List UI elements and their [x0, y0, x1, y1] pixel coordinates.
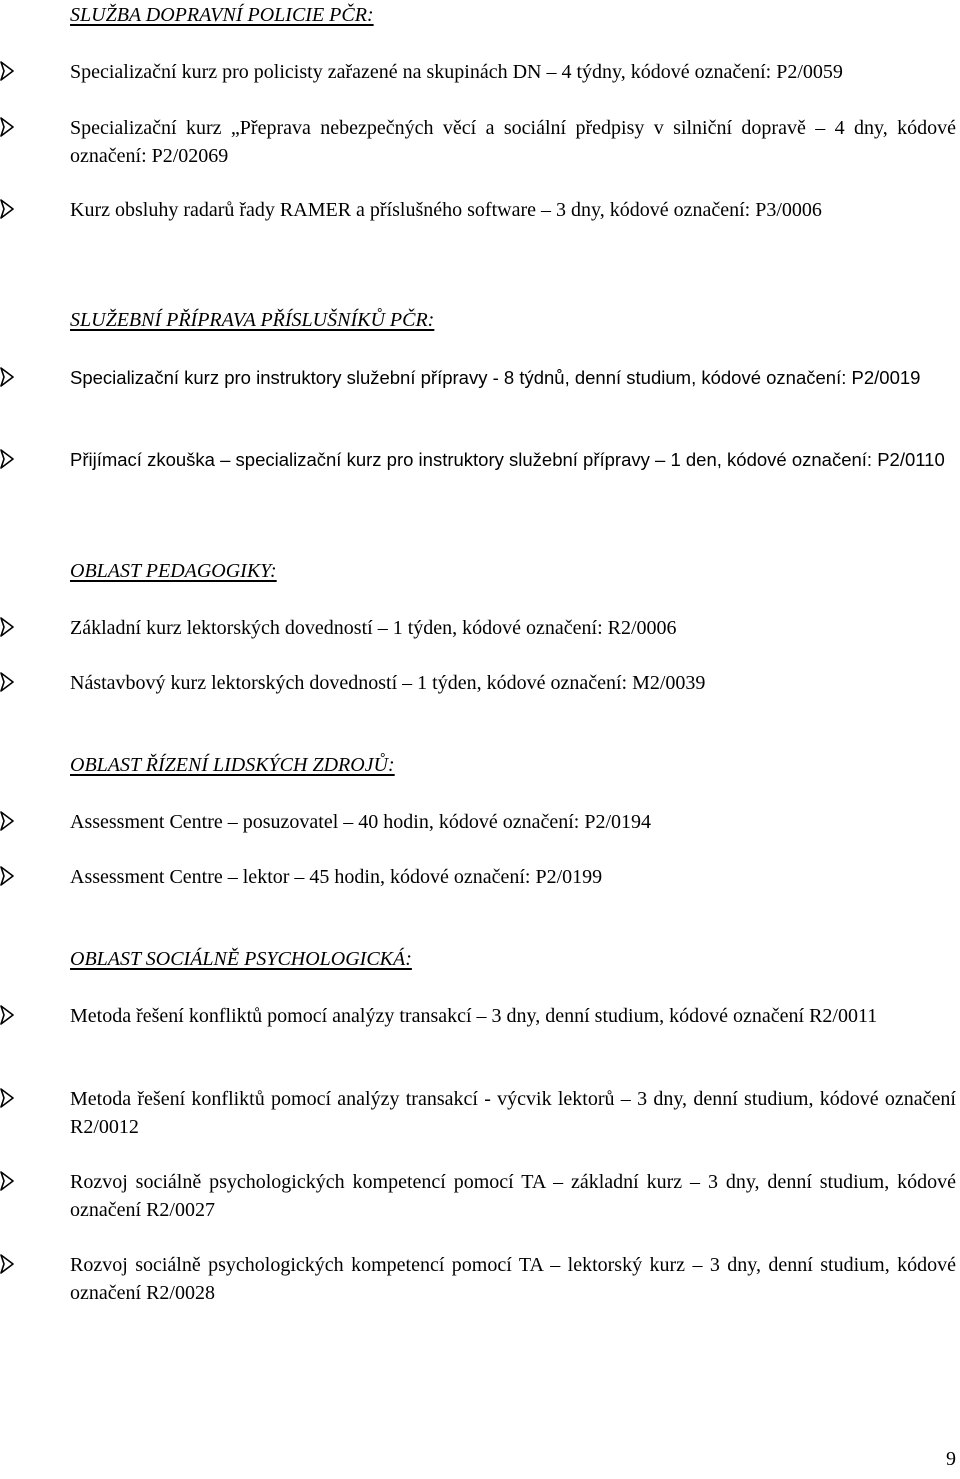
arrowhead-bullet-icon: [0, 1254, 14, 1274]
arrowhead-bullet-icon: [0, 866, 14, 886]
list-item-text: Metoda řešení konfliktů pomocí analýzy transakcí – 3 dny, denní studium, kódové označení R2/0011: [70, 1005, 878, 1027]
list-item-text: Specializační kurz pro instruktory služební přípravy - 8 týdnů, denní studium, kódové označení: P2/0019: [70, 367, 921, 388]
list-item-text: Základní kurz lektorských dovedností – 1 týden, kódové označení: R2/0006: [70, 617, 677, 639]
list-item-text: Assessment Centre – lektor – 45 hodin, kódové označení: P2/0199: [70, 866, 603, 888]
arrowhead-bullet-icon: [0, 449, 14, 469]
arrowhead-bullet-icon: [0, 61, 14, 81]
list-item-text: Rozvoj sociálně psychologických kompetencí pomocí TA – základní kurz – 3 dny, denní studium, kódové označení R2/0027: [70, 1171, 956, 1221]
arrowhead-bullet-icon: [0, 1088, 14, 1108]
arrowhead-bullet-icon: [0, 199, 14, 219]
arrowhead-bullet-icon: [0, 811, 14, 831]
list-item-text: Specializační kurz pro policisty zařazené na skupinách DN – 4 týdny, kódové označení: P2/0059: [70, 61, 843, 83]
arrowhead-bullet-icon: [0, 117, 14, 137]
arrowhead-bullet-icon: [0, 367, 14, 387]
section-heading-traffic-police: SLUŽBA DOPRAVNÍ POLICIE PČR:: [70, 4, 374, 26]
list-item-text: Kurz obsluhy radarů řady RAMER a příslušného software – 3 dny, kódové označení: P3/0006: [70, 199, 822, 221]
section-heading-service-training: SLUŽEBNÍ PŘÍPRAVA PŘÍSLUŠNÍKŮ PČR:: [70, 309, 435, 331]
page-number: 9: [946, 1448, 956, 1470]
arrowhead-bullet-icon: [0, 1005, 14, 1025]
section-heading-social-psychology: OBLAST SOCIÁLNĚ PSYCHOLOGICKÁ:: [70, 948, 412, 970]
list-item-text: Specializační kurz „Přeprava nebezpečných věcí a sociální předpisy v silniční dopravě – 4 dny, kódové označení: P2/02069: [70, 117, 956, 167]
section-heading-pedagogy: OBLAST PEDAGOGIKY:: [70, 560, 277, 582]
arrowhead-bullet-icon: [0, 1171, 14, 1191]
list-item-text: Metoda řešení konfliktů pomocí analýzy transakcí - výcvik lektorů – 3 dny, denní studium, kódové označení R2/0012: [70, 1088, 956, 1138]
list-item-text: Assessment Centre – posuzovatel – 40 hodin, kódové označení: P2/0194: [70, 811, 652, 833]
arrowhead-bullet-icon: [0, 617, 14, 637]
arrowhead-bullet-icon: [0, 672, 14, 692]
list-item-text: Rozvoj sociálně psychologických kompetencí pomocí TA – lektorský kurz – 3 dny, denní studium, kódové označení R2/0028: [70, 1254, 956, 1304]
section-heading-human-resources: OBLAST ŘÍZENÍ LIDSKÝCH ZDROJŮ:: [70, 754, 395, 776]
list-item-text: Nástavbový kurz lektorských dovedností – 1 týden, kódové označení: M2/0039: [70, 672, 706, 694]
list-item-text: Přijímací zkouška – specializační kurz pro instruktory služební přípravy – 1 den, kódové označení: P2/0110: [70, 449, 945, 470]
